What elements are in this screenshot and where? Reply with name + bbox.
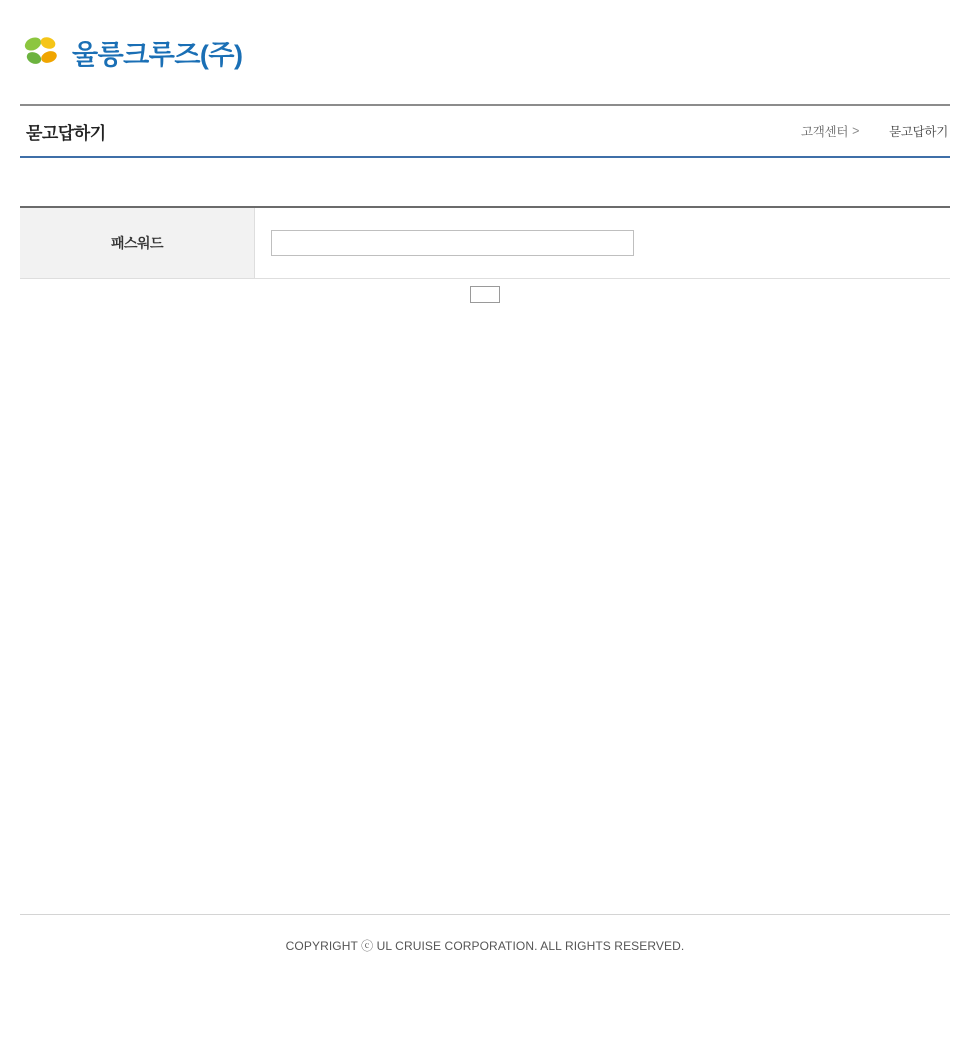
page-title: 묻고답하기 [26, 123, 106, 143]
pinwheel-flower-logo-icon [20, 32, 62, 72]
site-header [0, 0, 970, 104]
site-logo-link[interactable] [20, 32, 243, 72]
submit-button-row [20, 279, 950, 303]
logo-suffix-text: (주) [199, 39, 243, 70]
submit-button[interactable] [470, 286, 500, 303]
breadcrumb [801, 122, 950, 140]
table-row [20, 207, 950, 279]
logo-main-text: 울릉크루즈 [72, 39, 200, 70]
page-title-bar [20, 104, 950, 158]
password-field-cell [255, 207, 951, 279]
password-input[interactable] [271, 230, 634, 256]
breadcrumb-current: 묻고답하기 [889, 125, 948, 139]
copyright-text: COPYRIGHT ⓒ UL CRUISE CORPORATION. ALL RIGHTS RESERVED. [285, 939, 685, 953]
password-label: 패스워드 [20, 207, 255, 279]
password-form-table [20, 206, 950, 279]
breadcrumb-parent[interactable]: 고객센터 [801, 125, 849, 139]
site-logo-text [72, 33, 243, 72]
breadcrumb-separator-icon: > [852, 124, 860, 138]
site-footer [20, 914, 950, 954]
password-form-area [20, 158, 950, 279]
